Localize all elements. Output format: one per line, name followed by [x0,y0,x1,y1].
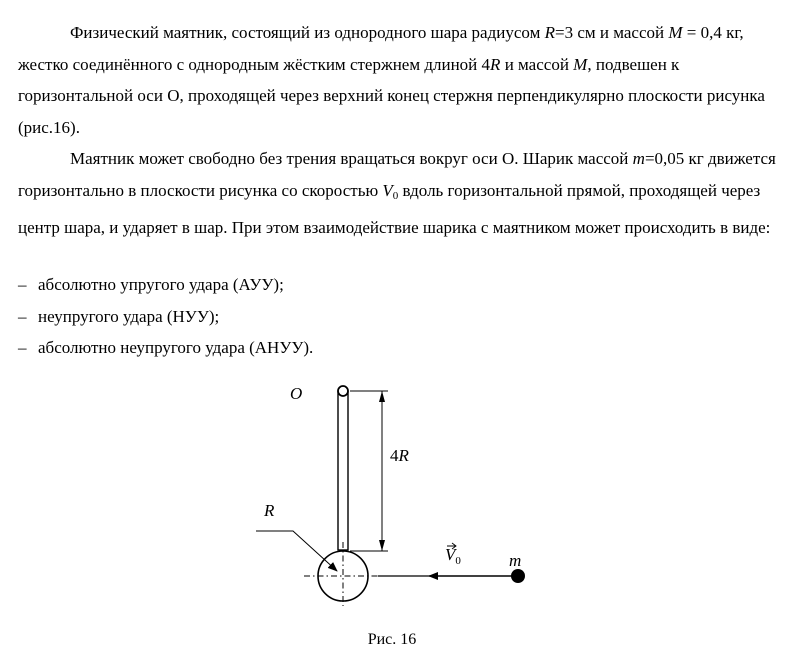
dimension-arrow-bottom [379,540,385,551]
list-item: – абсолютно упругого удара (АУУ); [18,275,284,294]
label-o: O [290,384,303,403]
figure-caption: Рис. 16 [367,631,417,648]
problem-paragraph-1: Физический маятник, состоящий из однородного шара радиусом R=3 см и массой M = 0,4 кг, жестко соединённого с однородным жёстким стержнем длиной 4R и массой M, подвешен к горизонтальной оси О, проходящей через верхний конец стержня перпендикулярно плоскости рисунка (рис.16). [18,23,765,137]
problem-paragraph-2: Маятник может свободно без трения вращаться вокруг оси О. Шарик массой m=0,05 кг движется горизонтально в плоскости рисунка со скоростью $V_0$ вдоль горизонтальной прямой, проходящей через центр шара, и ударяет в шар. При этом взаимодействие шарика с маятником может происходить в виде: [18,149,776,237]
label-r: R [264,501,275,520]
dimension-arrow-top [379,391,385,402]
label-v0: $V_0$ [445,545,461,567]
list-item: – абсолютно неупругого удара (АНУУ). [18,338,314,357]
label-4r: 4R [390,446,409,465]
list-item: – неупругого удара (НУУ); [18,306,220,326]
pivot-axis [338,386,348,396]
label-m: m [509,551,522,570]
pendulum-rod [338,392,348,550]
pendulum-figure [0,370,796,630]
ball-m [511,569,525,583]
